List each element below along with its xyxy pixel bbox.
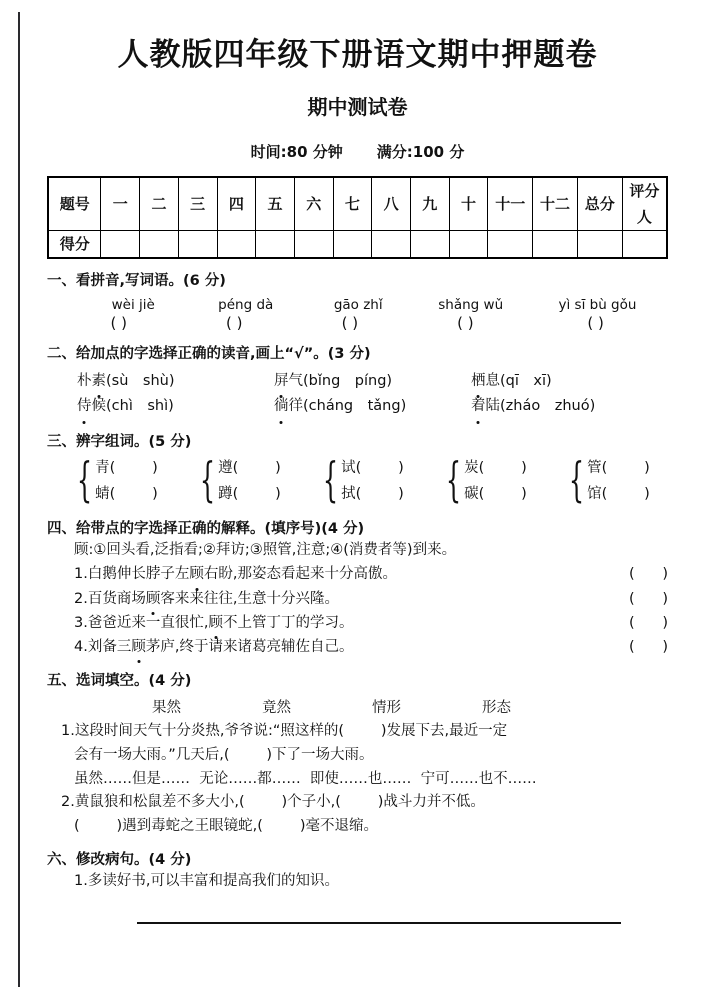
question-sentence: 2.百货商场顾客来来往往,生意十分兴隆。: [74, 587, 339, 611]
dotted-character: 顾: [189, 562, 204, 586]
pronunciation-item[interactable]: 徜徉(cháng tǎng): [274, 394, 471, 419]
section-4-definition: 顾:①回头看,泛指看;②拜访;③照管,注意;④(消费者等)到来。: [74, 541, 457, 558]
brace-bracket-icon: {: [322, 453, 339, 509]
score-table-score-cell[interactable]: [410, 231, 449, 259]
character-word-blank[interactable]: 炭( ): [464, 460, 527, 477]
exam-meta: [47, 141, 668, 162]
pronunciation-item[interactable]: 侍候(chì shì): [77, 394, 274, 419]
character-word-blank[interactable]: 蹲( ): [218, 485, 281, 502]
section-3-points: (5 分): [148, 433, 192, 450]
score-table-score-cell[interactable]: [372, 231, 411, 259]
section-4-points: (4 分): [321, 521, 365, 538]
section-5-title: 五、选词填空。: [47, 672, 149, 689]
brace-bracket-icon: {: [76, 453, 93, 509]
score-table-score-cell[interactable]: [533, 231, 578, 259]
explanation-question-row: [47, 587, 668, 611]
section-3-title: 三、辨字组词。: [47, 433, 149, 450]
pinyin-prompt: péng dà: [218, 296, 274, 313]
score-table-score-cell[interactable]: [178, 231, 217, 259]
spacer: [353, 635, 629, 659]
pronunciation-item[interactable]: 着陆(zháo zhuó): [471, 394, 668, 419]
score-table-header-cell: 评分人: [622, 177, 667, 231]
explanation-question-row: [47, 562, 668, 586]
section-3-brace-grid[interactable]: [47, 453, 668, 509]
section-2-title: 二、给加点的字选择正确的读音,画上“√”。: [47, 345, 328, 362]
score-table-header-cell: 十: [449, 177, 488, 231]
character-word-blank[interactable]: 遵( ): [218, 460, 281, 477]
character-word-blank[interactable]: 碳( ): [464, 485, 527, 502]
brace-bracket-icon: {: [199, 453, 216, 509]
score-table-header-cell: 四: [217, 177, 256, 231]
answer-blank[interactable]: ( ): [629, 566, 668, 583]
score-table-header-cell: 一: [101, 177, 140, 231]
section-1: [47, 272, 668, 332]
explanation-question-row: [47, 635, 668, 659]
word-answer-blank[interactable]: ( ): [341, 313, 359, 332]
section-6-item-1: 1.多读好书,可以丰富和提高我们的知识。: [74, 873, 339, 890]
answer-blank[interactable]: ( ): [629, 638, 668, 655]
character-word-blank[interactable]: 蜻( ): [95, 485, 158, 502]
time-limit-label: 时间:80 分钟: [250, 143, 343, 162]
answer-blank[interactable]: ( ): [629, 590, 668, 607]
total-score-label: 满分:100 分: [376, 143, 465, 162]
score-table-score-cell[interactable]: [488, 231, 533, 259]
pronunciation-row: [77, 394, 668, 419]
section-2-grid[interactable]: [47, 369, 668, 420]
score-table-header-cell: 十二: [533, 177, 578, 231]
pinyin-prompt: wèi jiè: [111, 296, 155, 313]
pronunciation-item[interactable]: 屏气(bǐng píng): [274, 369, 471, 394]
section-1-heading: [47, 272, 668, 291]
word-answer-blank[interactable]: ( ): [457, 313, 474, 332]
score-table-label-score: 得分: [48, 231, 101, 259]
section-5: [47, 672, 668, 838]
dotted-character: 侍: [77, 394, 92, 419]
section-1-pinyin-row: [47, 297, 668, 313]
score-table-header-cell: 九: [410, 177, 449, 231]
dotted-character: 顾: [131, 635, 146, 659]
pronunciation-item[interactable]: 栖息(qī xī): [471, 369, 668, 394]
section-1-answer-blanks[interactable]: [47, 314, 668, 332]
score-table-header-cell: 总分: [577, 177, 622, 231]
character-pair-group: [444, 453, 567, 509]
dotted-character: 徜: [274, 394, 289, 419]
dotted-character: 着: [471, 394, 486, 419]
section-6-title: 六、修改病句。: [47, 852, 149, 869]
dotted-character: 顾: [146, 587, 161, 611]
section-4-heading: [47, 520, 668, 539]
score-table-header-cell: 五: [256, 177, 295, 231]
spacer: [353, 611, 629, 635]
score-table-score-cell[interactable]: [449, 231, 488, 259]
score-table-score-cell[interactable]: [622, 231, 667, 259]
section-2-points: (3 分): [327, 345, 371, 362]
word-bank-option[interactable]: 竟然: [262, 699, 291, 716]
page-subtitle: 期中测试卷: [307, 95, 408, 120]
table-row-scores: [48, 231, 667, 259]
score-table-score-cell[interactable]: [294, 231, 333, 259]
section-6-points: (4 分): [148, 852, 192, 869]
score-table-header-cell: 二: [140, 177, 179, 231]
word-bank-option[interactable]: 情形: [372, 699, 401, 716]
section-5-word-bank-2: 虽然……但是…… 无论……都…… 即使……也…… 宁可……也不……: [74, 771, 537, 788]
score-table-label-question: 题号: [48, 177, 101, 231]
section-4-title: 四、给带点的字选择正确的解释。(填序号): [47, 521, 322, 538]
section-4-items[interactable]: [47, 562, 668, 658]
section-4: [47, 520, 668, 659]
score-table-wrapper: [47, 176, 668, 259]
page-title: 人教版四年级下册语文期中押题卷: [117, 37, 598, 73]
section-5-q2-line2[interactable]: ( )遇到毒蛇之王眼镜蛇,( )毫不退缩。: [74, 817, 378, 834]
explanation-question-row: [47, 611, 668, 635]
dotted-character: 顾: [208, 611, 223, 635]
score-table-header-cell: 六: [294, 177, 333, 231]
score-table-score-cell[interactable]: [217, 231, 256, 259]
question-sentence: 4.刘备三顾茅庐,终于请来诸葛亮辅佐自己。: [74, 635, 353, 659]
answer-blank[interactable]: ( ): [629, 614, 668, 631]
score-table-score-cell[interactable]: [256, 231, 295, 259]
question-sentence: 3.爸爸近来一直很忙,顾不上管丁丁的学习。: [74, 611, 353, 635]
score-table-score-cell[interactable]: [577, 231, 622, 259]
character-word-blank[interactable]: 馆( ): [587, 485, 650, 502]
score-table-header-cell: 十一: [488, 177, 533, 231]
character-word-blank[interactable]: 拭( ): [341, 485, 404, 502]
brace-bracket-icon: {: [445, 453, 462, 509]
word-answer-blank[interactable]: ( ): [226, 313, 243, 332]
pinyin-prompt: gāo zhǐ: [333, 296, 383, 313]
section-5-q2-line1[interactable]: 2.黄鼠狼和松鼠差不多大小,( )个子小,( )战斗力并不低。: [61, 794, 485, 811]
dotted-character: 素: [92, 369, 107, 394]
character-pair-group: [567, 453, 650, 509]
character-word-blank[interactable]: 青( ): [95, 460, 158, 477]
section-5-q1-line2[interactable]: 会有一场大雨。”几天后,( )下了一场大雨。: [74, 746, 374, 763]
score-table: [47, 176, 668, 259]
score-table-header-cell: 七: [333, 177, 372, 231]
table-row-question-numbers: [48, 177, 667, 231]
character-word-blank[interactable]: 管( ): [587, 460, 650, 477]
section-3: [47, 433, 668, 508]
word-answer-blank[interactable]: ( ): [110, 313, 127, 332]
section-5-points: (4 分): [148, 672, 192, 689]
score-table-score-cell[interactable]: [101, 231, 140, 259]
score-table-header-cell: 三: [178, 177, 217, 231]
question-sentence: 1.白鹅伸长脖子左顾右盼,那姿态看起来十分高傲。: [74, 562, 397, 586]
character-pair-group: [75, 453, 198, 509]
word-bank-option[interactable]: 果然: [152, 699, 181, 716]
section-5-word-bank-1: [47, 696, 668, 721]
pronunciation-row: [77, 369, 668, 394]
brace-bracket-icon: {: [568, 453, 585, 509]
character-pair-group: [198, 453, 321, 509]
pinyin-prompt: yì sī bù gǒu: [558, 296, 637, 313]
section-6: [47, 851, 668, 923]
pronunciation-item[interactable]: 朴素(sù shù): [77, 369, 274, 394]
pinyin-prompt: shǎng wǔ: [438, 296, 504, 313]
spacer: [339, 587, 629, 611]
word-answer-blank[interactable]: ( ): [587, 313, 604, 332]
score-table-score-cell[interactable]: [140, 231, 179, 259]
dotted-character: 屏: [274, 369, 289, 394]
section-2: [47, 345, 668, 420]
score-table-header-cell: 八: [372, 177, 411, 231]
dotted-character: 栖: [471, 369, 486, 394]
spacer: [397, 562, 629, 586]
section-5-heading: [47, 672, 668, 691]
character-pair-group: [321, 453, 444, 509]
section-1-title: 一、看拼音,写词语。: [47, 273, 184, 290]
section-3-heading: [47, 433, 668, 452]
section-2-heading: [47, 345, 668, 364]
section-5-q1-line1[interactable]: 1.这段时间天气十分炎热,爷爷说:“照这样的( )发展下去,最近一定: [61, 723, 508, 740]
character-word-blank[interactable]: 试( ): [341, 460, 404, 477]
answer-write-line[interactable]: [137, 922, 621, 924]
section-1-points: (6 分): [183, 273, 226, 290]
section-6-heading: [47, 851, 668, 870]
score-table-score-cell[interactable]: [333, 231, 372, 259]
word-bank-option[interactable]: 形态: [482, 699, 511, 716]
